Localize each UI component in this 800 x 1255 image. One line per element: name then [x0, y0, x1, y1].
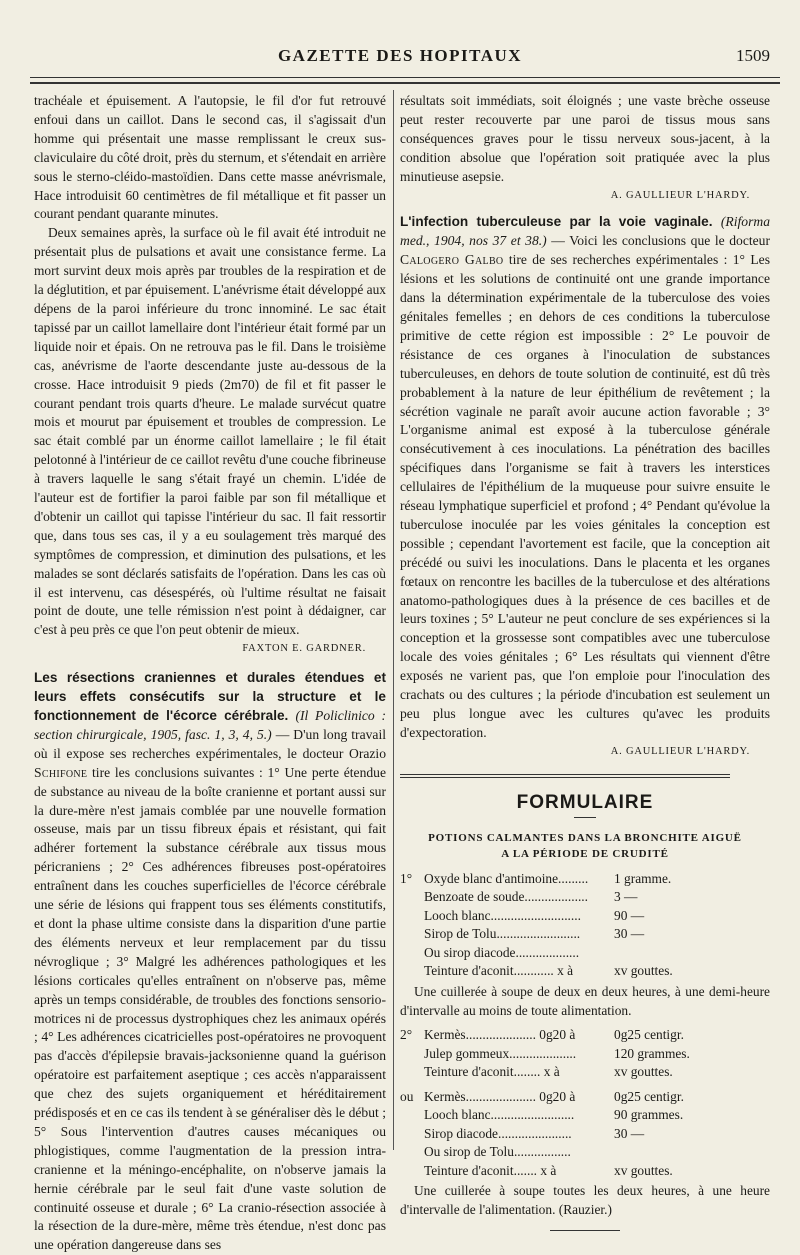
formula-row — [400, 1143, 770, 1162]
formula-1 — [400, 870, 770, 981]
formula-number — [400, 888, 424, 907]
formula-note-text: Une cuillerée à soupe toutes les deux heures, à une heure d'intervalle de l'alimentation. — [400, 1183, 770, 1218]
formula-row — [400, 870, 770, 889]
dose: xv gouttes. — [614, 1162, 673, 1178]
article-title — [34, 669, 386, 1255]
article-title-text: Les résections craniennes et durales étendues et leurs effets consécutifs sur la structure et le fonctionnement de l'écorce cérébrale. — [34, 670, 386, 723]
left-column — [34, 92, 386, 1255]
formula-number — [400, 1045, 424, 1064]
formula-row — [400, 925, 770, 944]
ingredient: Kermès..................... 0g20 à — [424, 1027, 576, 1043]
page-number: 1509 — [736, 46, 770, 65]
page-header-title: GAZETTE DES HOPITAUX — [277, 46, 523, 65]
signature: FAXTON E. GARDNER. — [242, 643, 366, 655]
formula-number — [400, 944, 424, 963]
dose: 1 gramme. — [614, 870, 672, 886]
article-author: Calogero Galbo — [400, 252, 504, 268]
article-body: tire les conclusions suivantes : 1° Une perte étendue de substance au niveau de la boîte cranienne et portant aussi sur la dure-mère n'est jamais comblée par une nouvelle formation osseuse, mais par un tissu fibreux épais et résistant, qui fait adhérer fortement la substance cérébrale aux tissus mous péricraniens ; 2° Ces adhérences fibreuses post-opératoires entraînent dans les couches superficielles de l'écorce cérébrale une série de lésions qui frappent tous ses éléments constitutifs, et dont la phase ultime consiste dans la disparition d'une partie des éléments nerveux et leur remplacement par du tissu névroglique ; 3° Malgré les adhérences pathologiques et les lésions corticales qu'elles entraînent on n'observe pas, même après un temps considérable, de troubles des fonctions sensorio-motrices ni de processus dystrophiques chez les animaux opérés ; 4° Les adhérences cicatricielles post-opératoires ne provoquent pas d'accès d'épilepsie bravais-jacksonienne quand la guérison opératoire est parfaitement aseptique ; ces accès n'apparaissent que chez des sujets organiquement et héréditairement prédisposés et en ce cas ils tendent à se généraliser dès le début ; 5° Sous l'intervention d'autres causes mécaniques ou phlogistiques, comme l'augmentation de la pression intra-cranienne et la méningo-encéphalite, on n'observe jamais la hernie cérébrale par le seul fait d'une vaste solution de continuité osseuse et durale ; 6° La cranio-résection associée à la résection de la dure-mère, même très étendue, n'est donc pas une opération dangereuse dans ses — [34, 764, 386, 1253]
formula-number — [400, 925, 424, 944]
dose — [614, 1143, 770, 1162]
formula-row — [400, 1125, 770, 1144]
paragraph: résultats soit immédiats, soit éloignés ; une vaste brèche osseuse peut rester recouverte par une paroi de tissus mous sans conséquences graves pour le tissu nerveux sous-jacent, à la condition absolue que l'opération soit pratiquée avec la plus minutieuse asepsie. — [400, 93, 770, 184]
end-ornament-rule — [550, 1230, 620, 1231]
section-double-rule — [400, 774, 730, 778]
ingredient: Julep gommeux.................... — [424, 1045, 577, 1061]
formula-row — [400, 1106, 770, 1125]
dose: 0g25 centigr. — [614, 1088, 684, 1104]
article-source: (Riforma med., 1904, nos 37 et 38.) — [400, 214, 770, 249]
formula-author: (Rauzier.) — [558, 1202, 612, 1218]
article-title — [400, 213, 770, 742]
formula-row — [400, 1162, 770, 1181]
paragraph: Deux semaines après, la surface où le fil avait été introduit ne présentait plus de pulsations et avait une consistance ferme. La mort survint deux mois après par troubles de la respiration et de la déglutition, et par épuisement. L'anévrisme était développé aux dépens de la paroi inférieure du tronc innominé. Le sac était tapissé par un caillot lamellaire dont l'intérieur était formé par un liquide noir et épais. On ne retrouva pas le fil. Dans le troisième cas, anévrisme de l'aorte descendante juste au-dessous de la crosse. Hace introduisit 9 pieds (2m70) de fil et fit passer le courant pendant trois quarts d'heure. Le malade survécut quatre mois et mourut par épuisement et troubles de compression. Le sac était comblé par un énorme caillot lamellaire ; le fil était pelotonné à l'intérieur de ce caillot revêtu d'une couche fibrineuse à travers laquelle le sang s'était frayé un chemin. L'idée de l'auteur est de fortifier la paroi faible par son fil métallique et d'obtenir un caillot qui tapisse l'intérieur du sac. Il fait ressortir que, dans tous ses cas, il y a eu soulagement très marqué des symptômes de compression, et diminution des pulsations, et les malades se sont déclarés satisfaits de l'opération. Dans les cas où il est intervenu, cas désespérés, où l'ultime résultat ne faisait point de doute, une telle rémission n'est point à dédaigner, car c'est à peu près ce que l'on peut obtenir de mieux. — [34, 225, 386, 638]
dose: 90 grammes. — [614, 1107, 684, 1123]
article-body: tire de ses recherches expérimentales : 1° Les lésions et les solutions de continuité ont une grande importance dans la détermination expérimentale de la tuberculose des voies génitales femelles ; en dehors de ces conditions la tuberculose primitive de cette région est impossible : 2° Le pouvoir de résistance de ces organes à l'inoculation de substances tuberculeuses, en dehors de toute solution de continuité, est dû très probablement à la nature de leur épithélium de revêtement ; la sécrétion vaginale ne paraît avoir aucune action favorable ; 3° L'organisme animal est exposé à la tuberculose générale consécutivement à ces inoculations. La pénétration des bacilles spécifiques dans l'organisme se fait à travers les interstices cellulaires de l'épithélium de la muqueuse pour suivre ensuite le réseau lymphatique superficiel et profond ; 4° Pendant qu'évolue la tuberculose inoculée par les voies génitales la conception est possible ; cependant l'avortement est facile, que la conception ait précédé ou suivi les inoculations. Dans le placenta et les organes fœtaux on rencontre les bacilles de la tuberculose et des altérations anatomo-pathologiques dues à la présence de ces bacilles et de leurs toxines ; 5° L'auteur ne peut conclure de ses expériences si la conception et la grossesse sont compatibles avec une tuberculose locale des voies génitales ; 6° Les résultats qui viennent d'être exposés ne varient pas, que l'on emploie pour l'inoculation des crachats ou des cultures ; la période d'incubation est seulement un peu plus longue avec les cultures qu'avec les produits d'expectoration. — [400, 252, 770, 740]
formula-number: 1° — [400, 870, 413, 886]
ingredient: Benzoate de soude................... — [424, 889, 588, 905]
signature: A. GAULLIEUR L'HARDY. — [610, 745, 750, 757]
header-rule — [30, 77, 780, 78]
formula-number — [400, 1063, 424, 1082]
article-author: Schifone — [34, 764, 88, 780]
formulaire-subtitle-line: A LA PÉRIODE DE CRUDITÉ — [501, 847, 669, 860]
formula-number: 2° — [400, 1027, 413, 1043]
formula-number — [400, 962, 424, 981]
ingredient: Teinture d'aconit............ x à — [424, 963, 574, 979]
formula-row — [400, 907, 770, 926]
ingredient: Sirop diacode...................... — [424, 1125, 572, 1141]
formula-note — [400, 1182, 770, 1220]
dose: 30 — — [614, 926, 645, 942]
article-intro: — D'un long travail où il expose ses recherches expérimentales, le docteur Orazio — [34, 726, 386, 761]
formula-row — [400, 1045, 770, 1064]
ingredient: Teinture d'aconit........ x à — [424, 1064, 560, 1080]
ingredient: Ou sirop diacode................... — [424, 944, 580, 960]
formula-number — [400, 1143, 424, 1162]
dose: 30 — — [614, 1125, 645, 1141]
paragraph: trachéale et épuisement. A l'autopsie, le fil d'or fut retrouvé enfoui dans un caillot. Dans le second cas, il s'agissait d'un homme qui présentait une masse remplissant le creux sus-claviculaire du côté droit, près du sternum, et s'étendait en arrière sous le sterno-cléido-mastoïdien. Dans cette masse anévrismale, Hace introduisit 60 centimètres de fil métallique et fit passer un courant pendant quarante minutes. — [34, 93, 386, 222]
article-title-text: L'infection tuberculeuse par la voie vaginale. — [400, 214, 713, 230]
formulaire-heading: FORMULAIRE — [516, 791, 654, 813]
ingredient: Kermès..................... 0g20 à — [424, 1088, 576, 1104]
dose: 90 — — [614, 907, 645, 923]
formula-row — [400, 1088, 770, 1107]
formula-note: Une cuillerée à soupe de deux en deux heures, à une demi-heure d'intervalle au moins de toute alimentation. — [400, 983, 770, 1018]
signature: A. GAULLIEUR L'HARDY. — [610, 189, 750, 201]
formula-row — [400, 1063, 770, 1082]
formula-2 — [400, 1026, 770, 1082]
article-intro: — Voici les conclusions que le docteur — [546, 233, 770, 249]
ingredient: Oxyde blanc d'antimoine......... — [424, 870, 589, 886]
right-column — [400, 92, 770, 1231]
column-divider — [393, 90, 394, 1150]
short-rule — [574, 817, 596, 818]
formula-row — [400, 1026, 770, 1045]
ingredient: Sirop de Tolu......................... — [424, 926, 581, 942]
dose: 0g25 centigr. — [614, 1027, 684, 1043]
formula-number: ou — [400, 1088, 414, 1104]
dose: 120 grammes. — [614, 1045, 690, 1061]
formulaire-subtitle-line: POTIONS CALMANTES DANS LA BRONCHITE AIGUË — [428, 831, 742, 844]
formulaire-subtitle — [400, 830, 770, 862]
formula-row — [400, 962, 770, 981]
formula-row — [400, 944, 770, 963]
article-source: (Il Policlinico : section chirurgicale, 1905, fasc. 1, 3, 4, 5.) — [34, 708, 386, 742]
formula-number — [400, 907, 424, 926]
formula-number — [400, 1125, 424, 1144]
ingredient: Ou sirop de Tolu................. — [424, 1144, 571, 1160]
header-rule-thick — [30, 82, 780, 84]
formula-number — [400, 1162, 424, 1181]
ingredient: Looch blanc......................... — [424, 1107, 575, 1123]
formula-row — [400, 888, 770, 907]
dose: xv gouttes. — [614, 963, 673, 979]
ingredient: Looch blanc........................... — [424, 907, 581, 923]
dose — [614, 944, 770, 963]
formula-number — [400, 1106, 424, 1125]
ingredient: Teinture d'aconit....... x à — [424, 1162, 557, 1178]
formula-3 — [400, 1088, 770, 1181]
dose: xv gouttes. — [614, 1064, 673, 1080]
dose: 3 — — [614, 889, 638, 905]
